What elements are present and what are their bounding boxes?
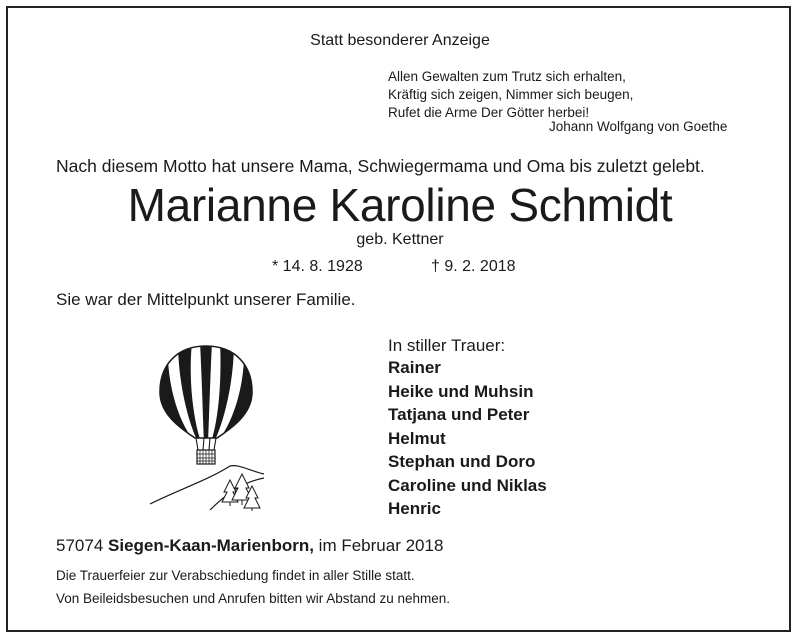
mourners-list — [388, 356, 547, 521]
poem — [388, 68, 633, 122]
place-and-date — [56, 536, 443, 556]
deceased-name: Marianne Karoline Schmidt — [127, 179, 673, 231]
mourner-name: Henric — [388, 499, 441, 518]
pine-trees — [222, 474, 260, 508]
tribute-text: Sie war der Mittelpunkt unserer Familie. — [56, 290, 356, 309]
poem-line: Allen Gewalten zum Trutz sich erhalten, — [388, 69, 626, 84]
birth-date: * 14. 8. 1928 — [272, 258, 363, 275]
place-name: Siegen-Kaan-Marienborn, — [108, 536, 314, 555]
mourner-name: Stephan und Doro — [388, 452, 536, 471]
balloon-envelope — [148, 342, 264, 452]
poem-line: Rufet die Arme Der Götter herbei! — [388, 105, 590, 120]
motto-text: Nach diesem Motto hat unsere Mama, Schwiegermama und Oma bis zuletzt gelebt. — [56, 156, 705, 176]
mourner-name: Helmut — [388, 428, 446, 448]
mourner-name: Tatjana und Peter — [388, 405, 530, 424]
condolence-note: Von Beileidsbesuchen und Anrufen bitten wir Abstand zu nehmen. — [56, 591, 451, 606]
postal-code: 57074 — [56, 536, 104, 555]
balloon-ropes — [196, 438, 216, 450]
notice-header: Statt besonderer Anzeige — [310, 32, 490, 49]
death-date: † 9. 2. 2018 — [431, 258, 516, 275]
notice-date: im Februar 2018 — [318, 536, 444, 555]
balloon-basket — [197, 450, 215, 464]
mourning-label: In stiller Trauer: — [388, 336, 506, 355]
funeral-note: Die Trauerfeier zur Verabschiedung findet in aller Stille statt. — [56, 568, 415, 583]
poem-author: Johann Wolfgang von Goethe — [549, 119, 728, 134]
mourner-name: Heike und Muhsin — [388, 381, 534, 401]
hot-air-balloon-icon — [148, 342, 264, 512]
mourner-name: Rainer — [388, 358, 441, 377]
poem-line: Kräftig sich zeigen, Nimmer sich beugen, — [388, 87, 634, 102]
mourner-name: Caroline und Niklas — [388, 475, 547, 495]
maiden-name: geb. Kettner — [356, 231, 444, 248]
